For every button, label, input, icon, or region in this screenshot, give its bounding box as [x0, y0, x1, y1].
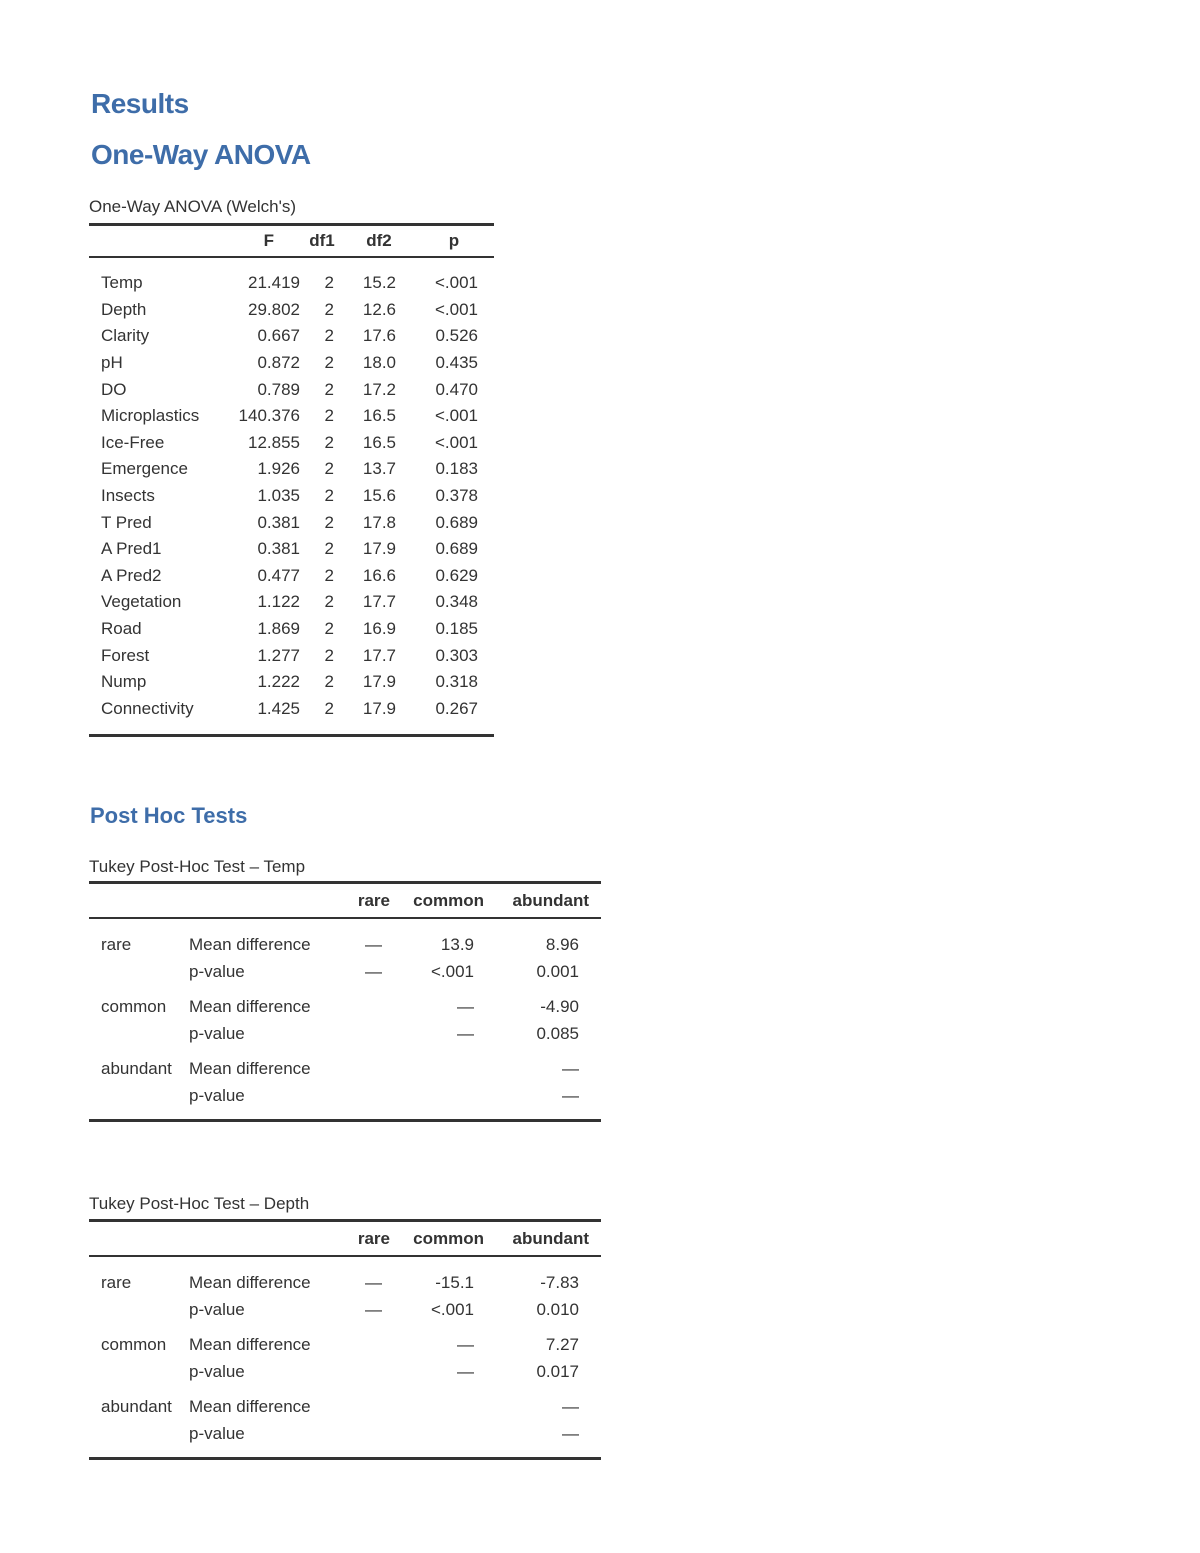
- tukey-depth-cell-group: rare: [101, 1273, 132, 1293]
- tukey-depth-cell-abundant: 0.010: [536, 1299, 579, 1319]
- anova-cell-df1: 2: [324, 273, 334, 293]
- anova-row-label: Connectivity: [89, 696, 221, 736]
- anova-cell-df2: 17.7: [362, 592, 396, 612]
- tukey-temp-cell-abundant: —: [496, 1083, 601, 1121]
- anova-cell-p: 0.303: [435, 645, 478, 665]
- tukey-temp-cell-group: common: [101, 997, 167, 1017]
- tukey-temp-cell-rare: [346, 1083, 402, 1121]
- anova-cell-f: 0.789: [257, 379, 300, 399]
- tukey-temp-header-blank-2: [189, 883, 346, 919]
- anova-cell-f: 0.477: [257, 565, 300, 585]
- results-heading: Results: [91, 88, 189, 119]
- anova-cell-p: 0.689: [435, 512, 478, 532]
- tukey-depth-table: [89, 1219, 601, 1460]
- tukey-depth-cell-abundant: 0.017: [536, 1361, 579, 1381]
- anova-cell-df1: 2: [324, 353, 334, 373]
- tukey-temp-cell-common: —: [457, 997, 474, 1017]
- tukey-depth-cell-abundant: —: [562, 1397, 579, 1417]
- anova-cell-df1: 2: [324, 512, 334, 532]
- tukey-depth-header-abundant: abundant: [496, 1221, 601, 1257]
- anova-row-label: Road: [101, 619, 142, 639]
- anova-cell-df2: 17.2: [362, 379, 396, 399]
- tukey-temp-cell-abundant: —: [562, 1059, 579, 1079]
- tukey-temp-cell-common: 13.9: [440, 935, 474, 955]
- anova-table-caption: One-Way ANOVA (Welch's): [89, 197, 296, 216]
- tukey-temp-cell-stat: p-value: [189, 1083, 346, 1121]
- tukey-temp-cell-stat: Mean difference: [189, 997, 311, 1017]
- tukey-depth-header-blank-1: [89, 1221, 189, 1257]
- tukey-depth-cell-stat: p-value: [189, 1299, 245, 1319]
- tukey-temp-cell-abundant: 0.085: [536, 1023, 579, 1043]
- anova-cell-f: 29.802: [248, 299, 300, 319]
- tukey-depth-cell-group: common: [101, 1335, 167, 1355]
- tukey-depth-header-rare: rare: [346, 1221, 402, 1257]
- anova-cell-f: 0.872: [257, 353, 300, 373]
- anova-row: [89, 483, 494, 510]
- anova-row: [89, 589, 494, 616]
- anova-cell-f: 1.277: [257, 645, 300, 665]
- anova-cell-p: 0.435: [435, 353, 478, 373]
- anova-header-df2: df2: [344, 225, 414, 258]
- anova-cell-df2: 16.5: [362, 406, 396, 426]
- anova-cell-df2: 16.9: [362, 619, 396, 639]
- anova-cell-f: 21.419: [248, 273, 300, 293]
- anova-cell-f: 140.376: [238, 406, 300, 426]
- anova-row: [89, 616, 494, 643]
- anova-cell-p: 0.689: [435, 539, 478, 559]
- anova-cell-p: 0.318: [435, 672, 478, 692]
- tukey-temp-row: [89, 985, 601, 1021]
- tukey-depth-cell-rare: [346, 1359, 402, 1386]
- tukey-temp-cell-common: <.001: [430, 961, 474, 981]
- anova-row-label: Depth: [101, 299, 147, 319]
- anova-cell-df1: 2: [324, 619, 334, 639]
- anova-row-label: Clarity: [101, 326, 150, 346]
- anova-heading: One-Way ANOVA: [91, 139, 311, 170]
- anova-row: [89, 509, 494, 536]
- tukey-depth-cell-group: [89, 1359, 189, 1386]
- tukey-depth-cell-common: <.001: [430, 1299, 474, 1319]
- anova-cell-p: 0.629: [435, 565, 478, 585]
- tukey-depth-header-common: common: [402, 1221, 496, 1257]
- anova-cell-f: 1.869: [257, 619, 300, 639]
- tukey-temp-row: [89, 1083, 601, 1121]
- tukey-depth-cell-common: —: [457, 1335, 474, 1355]
- tukey-temp-cell-common: [402, 1083, 496, 1121]
- tukey-depth-cell-group: [89, 1297, 189, 1324]
- tukey-depth-row: [89, 1297, 601, 1324]
- anova-cell-f: 12.855: [248, 432, 300, 452]
- anova-cell-df1: 2: [324, 645, 334, 665]
- anova-row: [89, 696, 494, 736]
- anova-row-label: Vegetation: [101, 592, 182, 612]
- anova-cell-f: 1.222: [257, 672, 300, 692]
- anova-cell-df2: 17.9: [362, 672, 396, 692]
- tukey-depth-cell-rare: [346, 1421, 402, 1459]
- anova-cell-df1: 2: [324, 565, 334, 585]
- tukey-temp-cell-abundant: 0.001: [536, 961, 579, 981]
- tukey-temp-cell-abundant: -4.90: [540, 997, 579, 1017]
- tukey-temp-cell-common: —: [457, 1023, 474, 1043]
- tukey-temp-cell-group: [89, 1021, 189, 1048]
- tukey-temp-row: [89, 918, 601, 959]
- anova-cell-p: 0.470: [435, 379, 478, 399]
- anova-cell-p: 0.378: [435, 486, 478, 506]
- anova-cell-p: <.001: [434, 273, 478, 293]
- anova-cell-df1: 2: [324, 406, 334, 426]
- anova-row: [89, 376, 494, 403]
- anova-row: [89, 297, 494, 324]
- anova-row: [89, 642, 494, 669]
- anova-row-label: Insects: [101, 486, 155, 506]
- anova-header-df1: df1: [300, 225, 344, 258]
- tukey-temp-cell-stat: Mean difference: [189, 1059, 311, 1079]
- anova-cell-f: 1.926: [257, 459, 300, 479]
- tukey-depth-header-row: [89, 1221, 601, 1257]
- tukey-temp-cell-group: rare: [101, 935, 132, 955]
- tukey-temp-cell-group: [89, 959, 189, 986]
- anova-row: [89, 323, 494, 350]
- anova-cell-df2: 12.6: [362, 299, 396, 319]
- anova-cell-df1: 2: [324, 326, 334, 346]
- tukey-depth-row: [89, 1256, 601, 1297]
- anova-cell-df2: 17.8: [362, 512, 396, 532]
- anova-row-label: Microplastics: [101, 406, 200, 426]
- anova-cell-df2: 17.9: [344, 696, 414, 736]
- tukey-temp-header-abundant: abundant: [496, 883, 601, 919]
- tukey-depth-cell-common: [402, 1385, 496, 1421]
- tukey-temp-cell-rare: —: [365, 935, 382, 955]
- tukey-temp-cell-group: [89, 1083, 189, 1121]
- anova-cell-f: 0.381: [257, 539, 300, 559]
- anova-cell-p: <.001: [434, 299, 478, 319]
- tukey-depth-header-blank-2: [189, 1221, 346, 1257]
- tukey-temp-cell-rare: —: [365, 961, 382, 981]
- anova-row: [89, 456, 494, 483]
- tukey-temp-header-rare: rare: [346, 883, 402, 919]
- tukey-depth-cell-group: abundant: [101, 1397, 172, 1417]
- anova-header-row: [89, 225, 494, 258]
- anova-header-label: [89, 225, 221, 258]
- tukey-depth-row: [89, 1385, 601, 1421]
- tukey-depth-cell-stat: Mean difference: [189, 1273, 311, 1293]
- tukey-temp-header-common: common: [402, 883, 496, 919]
- anova-row: [89, 350, 494, 377]
- tukey-depth-cell-stat: p-value: [189, 1361, 245, 1381]
- anova-cell-df1: 2: [324, 592, 334, 612]
- anova-row: [89, 669, 494, 696]
- tukey-temp-cell-stat: p-value: [189, 961, 245, 981]
- anova-row: [89, 536, 494, 563]
- anova-cell-p: <.001: [434, 432, 478, 452]
- tukey-depth-cell-rare: —: [365, 1273, 382, 1293]
- anova-row-label: pH: [101, 353, 123, 373]
- anova-cell-p: 0.183: [435, 459, 478, 479]
- tukey-depth-cell-common: -15.1: [435, 1273, 474, 1293]
- tukey-temp-header-blank-1: [89, 883, 189, 919]
- anova-cell-df2: 17.9: [362, 539, 396, 559]
- tukey-depth-cell-abundant: 7.27: [545, 1335, 579, 1355]
- tukey-temp-cell-rare: [346, 1047, 402, 1083]
- anova-row-label: A Pred1: [101, 539, 162, 559]
- anova-cell-df1: 2: [324, 486, 334, 506]
- anova-cell-f: 1.122: [257, 592, 300, 612]
- anova-row-label: T Pred: [101, 512, 152, 532]
- tukey-depth-cell-rare: [346, 1385, 402, 1421]
- tukey-temp-cell-group: abundant: [101, 1059, 172, 1079]
- tukey-temp-header-row: [89, 883, 601, 919]
- anova-row-label: Emergence: [101, 459, 188, 479]
- tukey-temp-cell-abundant: 8.96: [545, 935, 579, 955]
- anova-cell-df1: 2: [324, 299, 334, 319]
- tukey-depth-cell-group: [89, 1421, 189, 1459]
- tukey-depth-row: [89, 1323, 601, 1359]
- anova-cell-f: 0.667: [257, 326, 300, 346]
- tukey-temp-row: [89, 1021, 601, 1048]
- anova-header-f: F: [221, 225, 300, 258]
- anova-row-label: Ice-Free: [101, 432, 165, 452]
- anova-cell-p: 0.185: [435, 619, 478, 639]
- posthoc-heading: Post Hoc Tests: [90, 803, 248, 828]
- anova-cell-df2: 16.5: [362, 432, 396, 452]
- tukey-depth-cell-rare: [346, 1323, 402, 1359]
- anova-cell-df2: 15.6: [362, 486, 396, 506]
- anova-row-label: Nump: [101, 672, 147, 692]
- anova-table: [89, 223, 494, 737]
- tukey-depth-cell-common: —: [457, 1361, 474, 1381]
- anova-cell-p: 0.348: [435, 592, 478, 612]
- anova-cell-df2: 17.6: [362, 326, 396, 346]
- anova-cell-df1: 2: [324, 539, 334, 559]
- anova-header-p: p: [414, 225, 494, 258]
- tukey-temp-table: [89, 881, 601, 1122]
- tukey-temp-caption: Tukey Post-Hoc Test – Temp: [89, 857, 306, 876]
- anova-cell-df1: 2: [324, 432, 334, 452]
- tukey-depth-cell-abundant: —: [496, 1421, 601, 1459]
- anova-cell-df2: 13.7: [362, 459, 396, 479]
- anova-cell-f: 1.035: [257, 486, 300, 506]
- anova-cell-p: 0.526: [435, 326, 478, 346]
- anova-cell-df2: 15.2: [362, 273, 396, 293]
- anova-row: [89, 403, 494, 430]
- tukey-depth-cell-stat: Mean difference: [189, 1397, 311, 1417]
- anova-cell-df1: 2: [324, 379, 334, 399]
- anova-cell-f: 1.425: [221, 696, 300, 736]
- anova-cell-p: <.001: [434, 406, 478, 426]
- anova-row-label: DO: [101, 379, 127, 399]
- tukey-depth-cell-stat: p-value: [189, 1421, 346, 1459]
- anova-cell-df1: 2: [324, 672, 334, 692]
- anova-cell-df2: 16.6: [362, 565, 396, 585]
- anova-row-label: Forest: [101, 645, 150, 665]
- tukey-depth-cell-abundant: -7.83: [540, 1273, 579, 1293]
- anova-cell-df2: 17.7: [362, 645, 396, 665]
- anova-row: [89, 430, 494, 457]
- anova-cell-df2: 18.0: [362, 353, 396, 373]
- anova-row: [89, 563, 494, 590]
- tukey-depth-cell-stat: Mean difference: [189, 1335, 311, 1355]
- anova-cell-df1: 2: [300, 696, 344, 736]
- anova-row: [89, 257, 494, 297]
- tukey-depth-cell-rare: —: [365, 1299, 382, 1319]
- anova-row-label: Temp: [101, 273, 143, 293]
- tukey-depth-row: [89, 1421, 601, 1459]
- tukey-temp-cell-stat: p-value: [189, 1023, 245, 1043]
- anova-row-label: A Pred2: [101, 565, 162, 585]
- tukey-depth-caption: Tukey Post-Hoc Test – Depth: [89, 1194, 310, 1213]
- tukey-temp-cell-common: [402, 1047, 496, 1083]
- anova-cell-p: 0.267: [414, 696, 494, 736]
- tukey-temp-row: [89, 959, 601, 986]
- tukey-temp-cell-stat: Mean difference: [189, 935, 311, 955]
- tukey-temp-cell-rare: [346, 985, 402, 1021]
- tukey-temp-row: [89, 1047, 601, 1083]
- anova-cell-df1: 2: [324, 459, 334, 479]
- anova-cell-f: 0.381: [257, 512, 300, 532]
- tukey-temp-cell-rare: [346, 1021, 402, 1048]
- tukey-depth-cell-common: [402, 1421, 496, 1459]
- tukey-depth-row: [89, 1359, 601, 1386]
